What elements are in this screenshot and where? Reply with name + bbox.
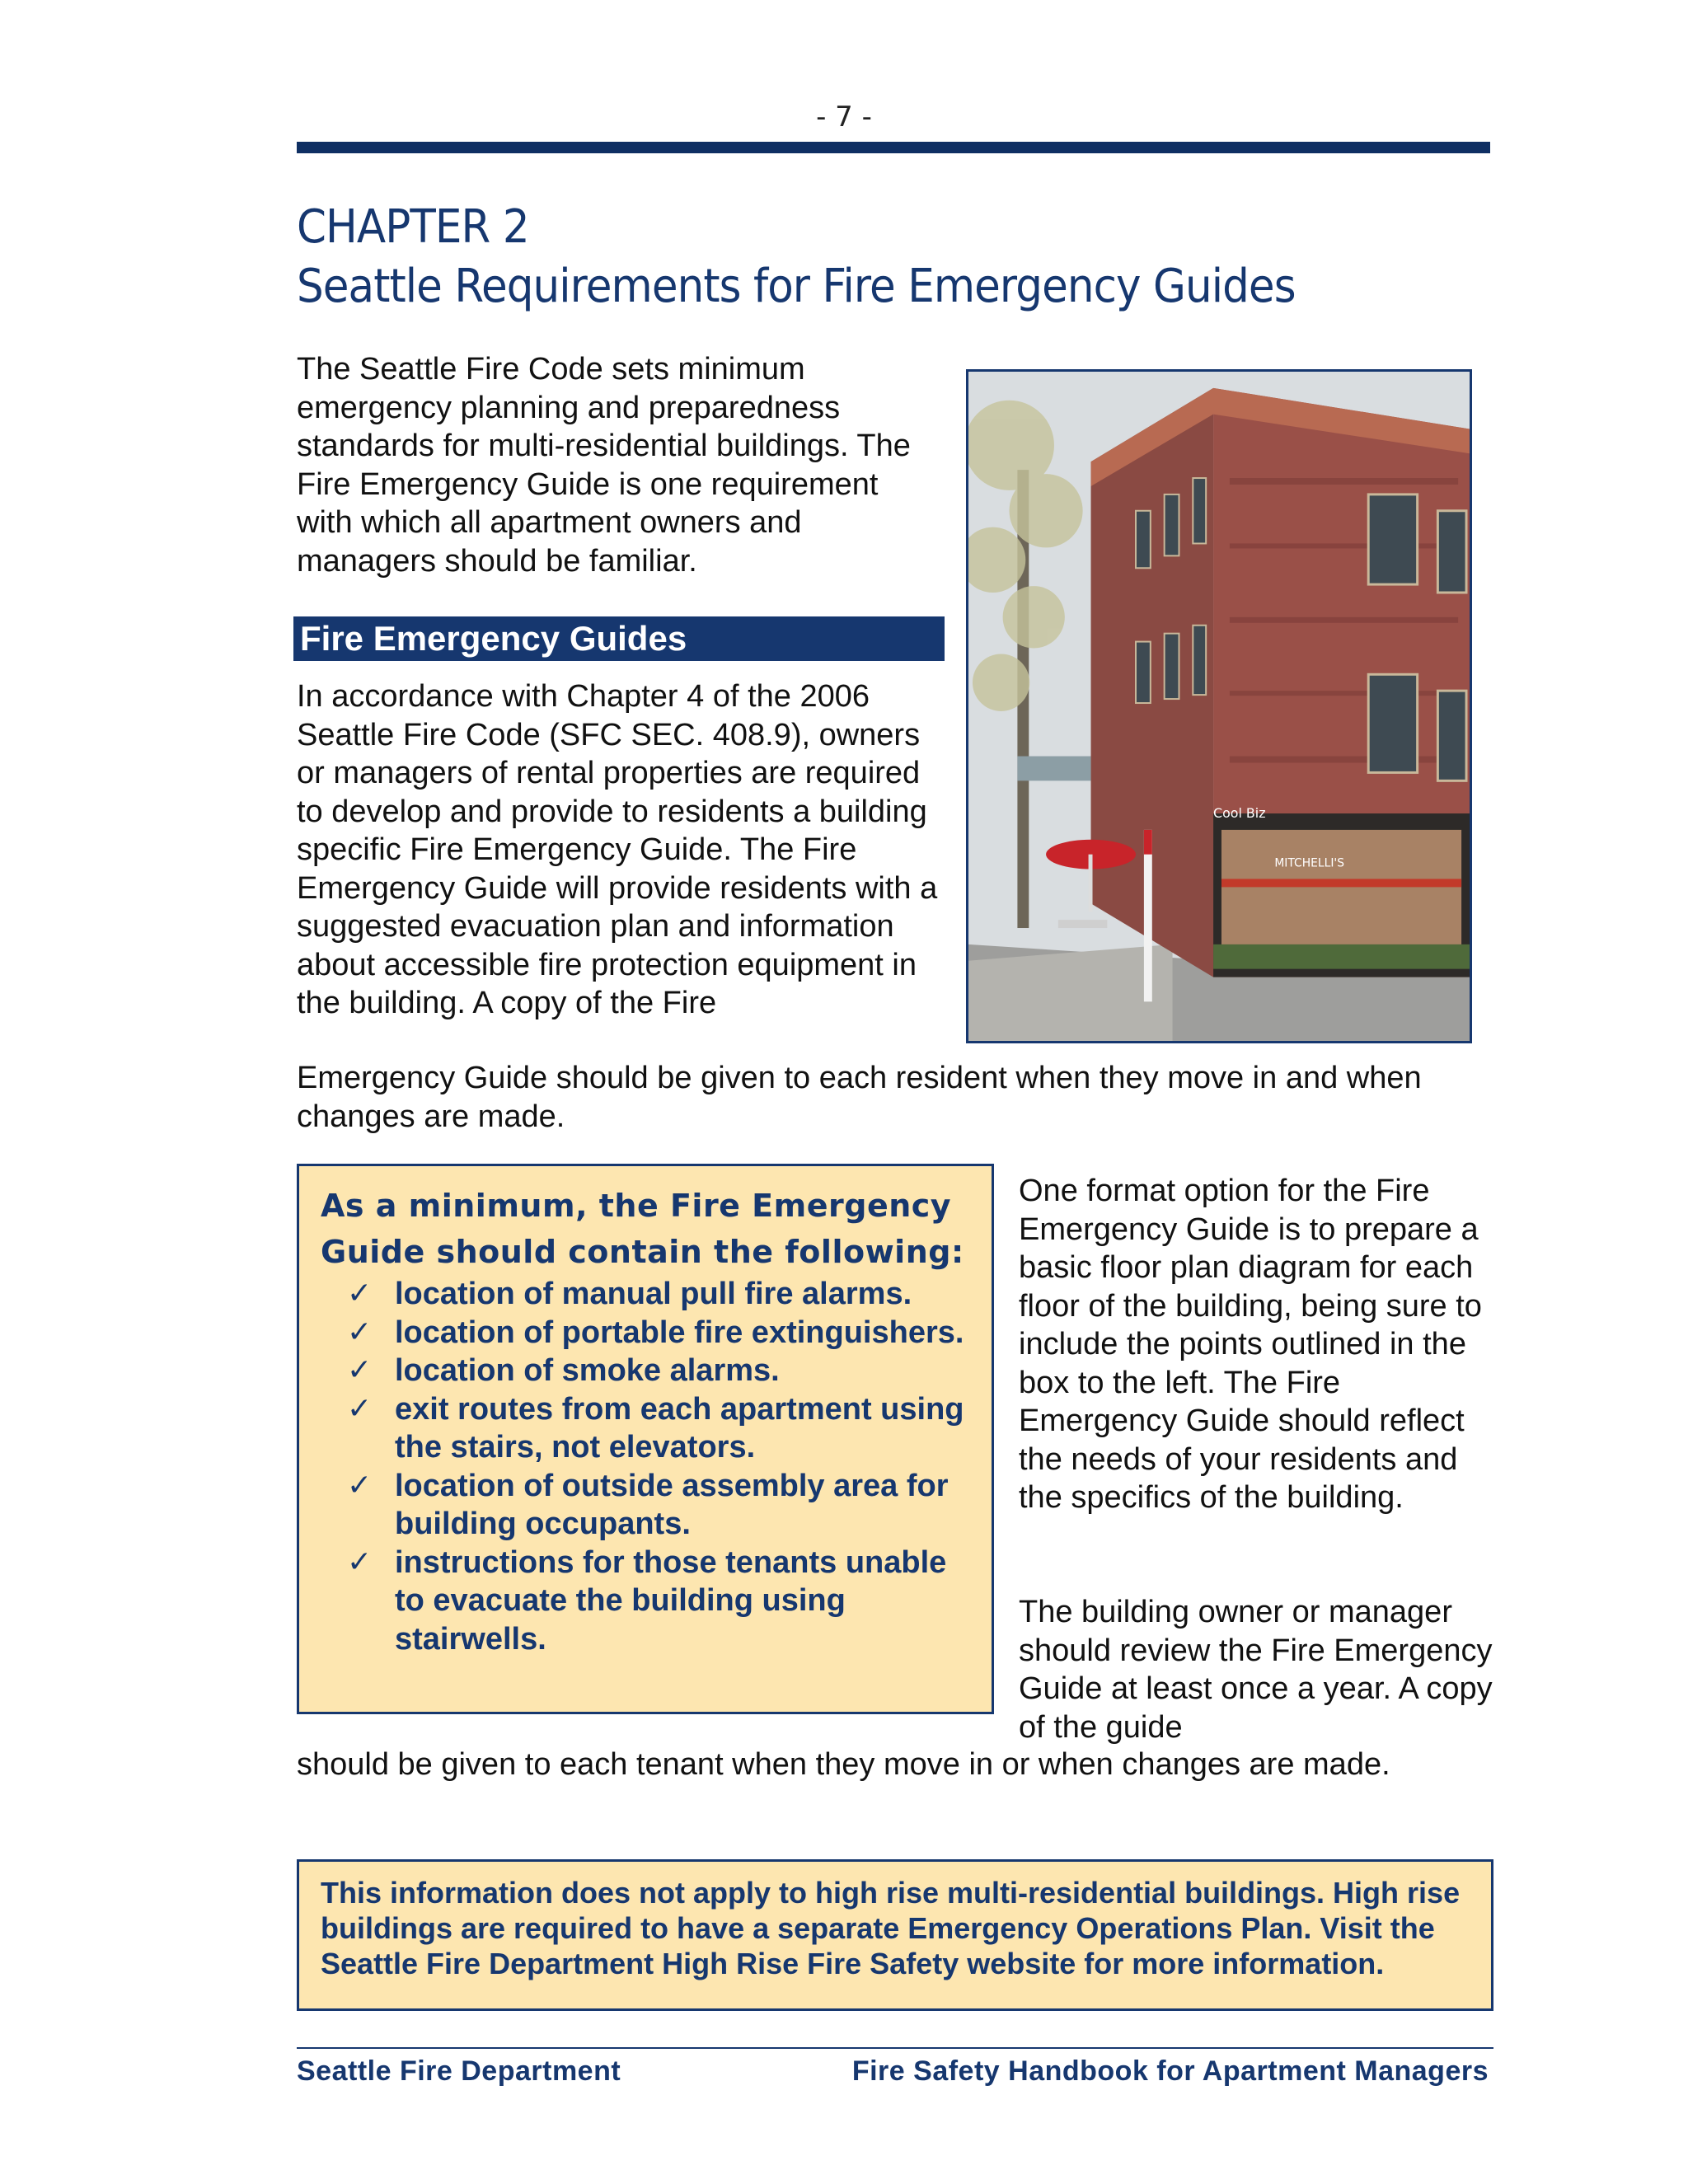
checkmark-icon: ✓ <box>347 1353 373 1387</box>
minimum-box-heading: As a minimum, the Fire Emergency Guide should contain the following: <box>321 1188 964 1270</box>
list-item-text: location of manual pull fire alarms. <box>395 1277 912 1311</box>
review-paragraph-continued: should be given to each tenant when they move in or when changes are made. <box>297 1747 1390 1782</box>
requirements-list <box>321 1275 972 1658</box>
high-rise-note-box <box>297 1859 1493 2011</box>
list-item-text: location of outside assembly area for building occupants. <box>395 1468 949 1541</box>
checkmark-icon: ✓ <box>347 1544 373 1579</box>
list-item <box>347 1352 972 1390</box>
list-item-text: location of portable fire extinguishers. <box>395 1315 964 1350</box>
page-number: - 7 - <box>816 101 872 134</box>
footer-handbook-title: Fire Safety Handbook for Apartment Managers <box>851 2055 1489 2087</box>
list-item-text: instructions for those tenants unable to evacuate the building using stairwells. <box>395 1544 947 1657</box>
list-item <box>347 1544 972 1659</box>
storefront-sign-2: MITCHELLI'S <box>1274 856 1345 870</box>
checkmark-icon: ✓ <box>347 1468 373 1502</box>
body-paragraph-1: In accordance with Chapter 4 of the 2006 Seattle Fire Code (SFC SEC. 408.9), owners or managers of rental properties are required to develop and provide to residents a building specific Fire Emergency Guide. The Fire Emergency Guide will provide residents with a suggested evacuation plan and information about accessible fire protection equipment in the building. A copy of the Fire <box>297 679 938 1020</box>
chapter-label: CHAPTER 2 <box>297 200 529 254</box>
list-item-text: exit routes from each apartment using the stairs, not elevators. <box>395 1391 964 1465</box>
section-heading: Fire Emergency Guides <box>293 616 945 661</box>
building-photo-illustration <box>968 372 1470 1041</box>
high-rise-note-text: This information does not apply to high rise multi-residential buildings. High rise buildings are required to have a separate Emergency Operations Plan. Visit the Seattle Fire Department High Rise Fire Safety website for more information. <box>321 1876 1461 1980</box>
header-rule <box>297 142 1490 153</box>
chapter-title: Seattle Requirements for Fire Emergency Guides <box>297 260 1296 313</box>
review-paragraph: The building owner or manager should review the Fire Emergency Guide at least once a year. A copy of the guide <box>1019 1595 1493 1745</box>
body-paragraph-1-continued: Emergency Guide should be given to each resident when they move in and when changes are made. <box>297 1061 1422 1134</box>
list-item-text: location of smoke alarms. <box>395 1353 780 1388</box>
checkmark-icon: ✓ <box>347 1277 373 1310</box>
list-item <box>347 1314 972 1352</box>
checkmark-icon: ✓ <box>347 1391 373 1426</box>
minimum-requirements-box <box>297 1164 994 1714</box>
list-item <box>347 1275 972 1314</box>
footer-rule <box>297 2047 1493 2049</box>
list-item <box>347 1467 972 1544</box>
list-item <box>347 1390 972 1467</box>
chapter-heading <box>297 198 1395 316</box>
checkmark-icon: ✓ <box>347 1315 373 1349</box>
footer-department: Seattle Fire Department <box>297 2055 621 2087</box>
building-photo <box>966 369 1472 1043</box>
storefront-sign-1: Cool Biz <box>1213 804 1266 822</box>
floor-plan-paragraph: One format option for the Fire Emergency Guide is to prepare a basic floor plan diagram for each floor of the building, being sure to include the points outlined in the box to the left. The Fire Emergency Guide should reflect the needs of your residents and the specifics of the building. <box>1019 1174 1482 1515</box>
intro-paragraph: The Seattle Fire Code sets minimum emergency planning and preparedness standards for multi-residential buildings. The Fire Emergency Guide is one requirement with which all apartment owners and managers should be familiar. <box>297 352 911 579</box>
